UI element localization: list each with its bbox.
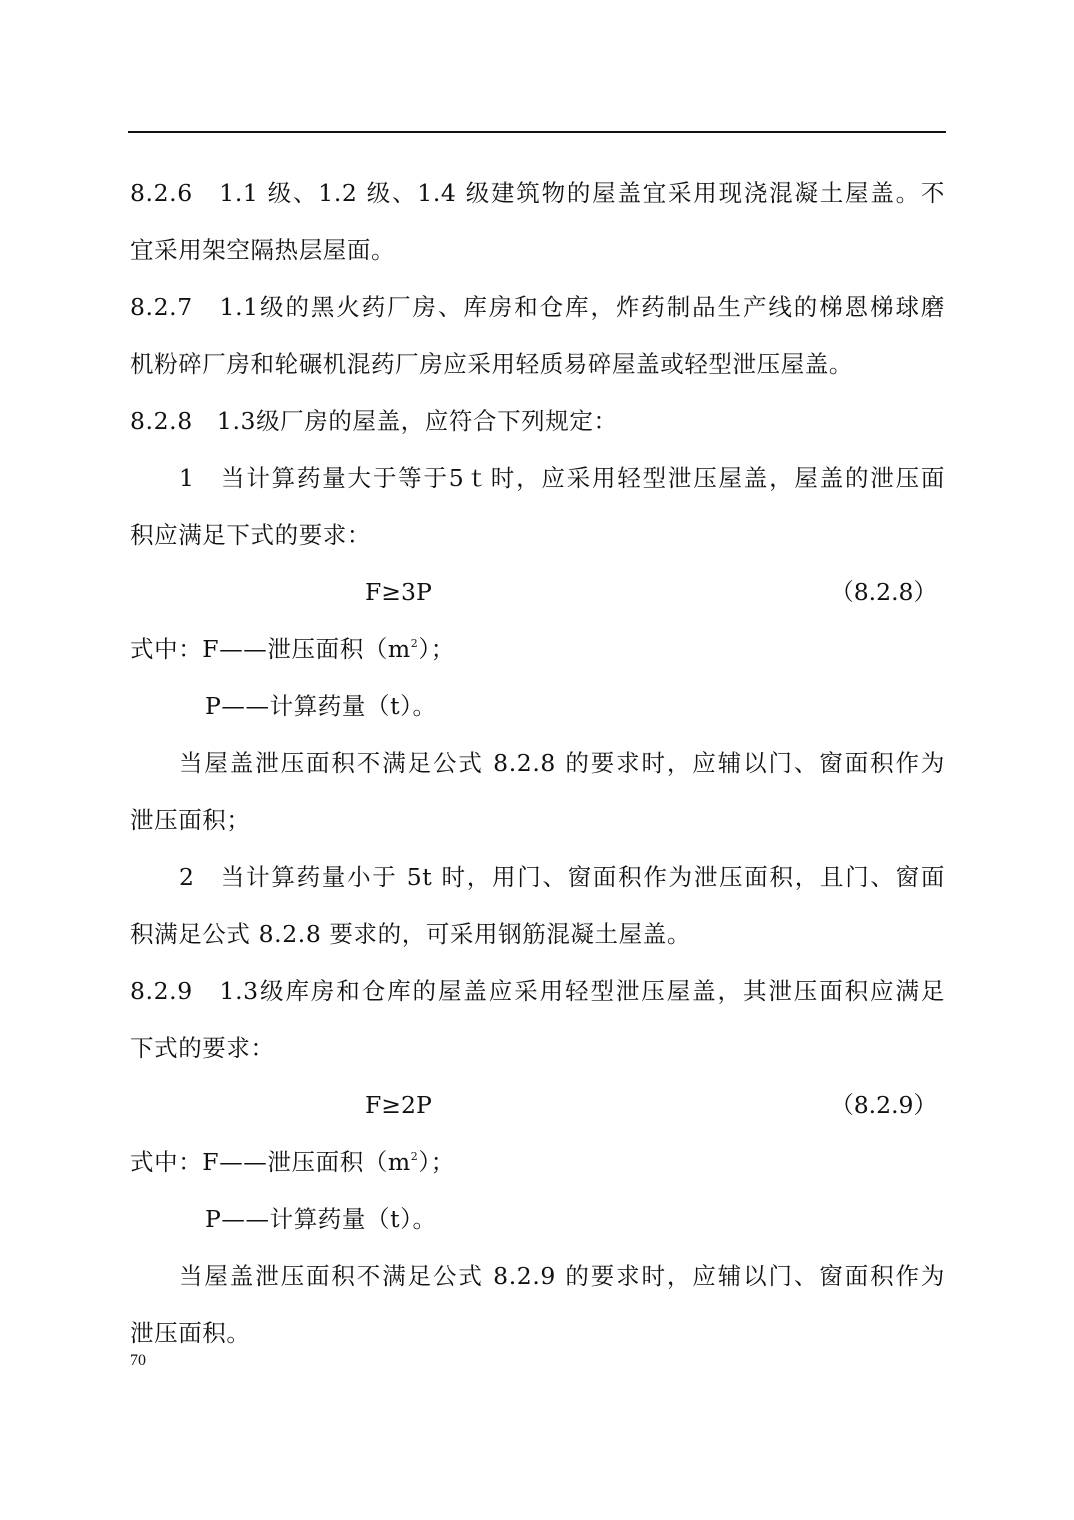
- clause-8-2-9-note-line-2: 泄压面积。: [130, 1319, 251, 1347]
- superscript: 2: [410, 637, 419, 650]
- formula-8-2-9: [130, 1077, 945, 1134]
- clause-8-2-9-line-1: 8.2.9 1.3级库房和仓库的屋盖应采用轻型泄压屋盖，其泄压面积应满足: [130, 977, 945, 1005]
- superscript: 2: [410, 1150, 419, 1163]
- clause-8-2-7-line-1: 8.2.7 1.1级的黑火药厂房、库房和仓库，炸药制品生产线的梯恩梯球磨: [130, 293, 945, 321]
- where-prefix: 式中：F——泄压面积（m: [130, 635, 411, 663]
- clause-8-2-8-item-1-line-2: 积应满足下式的要求：: [130, 521, 371, 549]
- formula-8-2-9-where-p: P——计算药量（t）。: [205, 1205, 437, 1233]
- clause-8-2-8-item-2-line-1: 2 当计算药量小于 5t 时，用门、窗面积作为泄压面积，且门、窗面: [179, 863, 945, 891]
- formula-number: （8.2.8）: [830, 578, 937, 606]
- clause-8-2-9-line-2: 下式的要求：: [130, 1034, 275, 1062]
- where-suffix: ）；: [418, 1148, 455, 1176]
- formula-8-2-8: [130, 564, 945, 621]
- formula-8-2-9-where-f: [130, 1134, 945, 1191]
- clause-8-2-9-note-line-1: 当屋盖泄压面积不满足公式 8.2.9 的要求时，应辅以门、窗面积作为: [179, 1262, 945, 1290]
- formula-8-2-8-where-p: P——计算药量（t）。: [205, 692, 437, 720]
- formula-expression: F≥3P: [365, 578, 432, 606]
- clause-8-2-7-line-2: 机粉碎厂房和轮碾机混药厂房应采用轻质易碎屋盖或轻型泄压屋盖。: [130, 350, 853, 378]
- page-body: [130, 165, 945, 1362]
- page-number: 70: [130, 1352, 146, 1369]
- clause-8-2-8-item-2-line-2: 积满足公式 8.2.8 要求的，可采用钢筋混凝土屋盖。: [130, 920, 691, 948]
- formula-8-2-8-where-f: [130, 621, 945, 678]
- clause-8-2-8-item-1-line-1: 1 当计算药量大于等于5ｔ时，应采用轻型泄压屋盖，屋盖的泄压面: [179, 464, 945, 492]
- clause-8-2-8-heading: 8.2.8 1.3级厂房的屋盖，应符合下列规定：: [130, 407, 618, 435]
- clause-8-2-6-line-2: 宜采用架空隔热层屋面。: [130, 236, 396, 264]
- clause-8-2-6-line-1: 8.2.6 1.1 级、1.2 级、1.4 级建筑物的屋盖宜采用现浇混凝土屋盖。不: [130, 179, 945, 207]
- formula-number: （8.2.9）: [830, 1091, 937, 1119]
- formula-expression: F≥2P: [365, 1091, 432, 1119]
- header-rule: [128, 131, 946, 133]
- clause-8-2-8-note-line-2: 泄压面积；: [130, 806, 251, 834]
- where-prefix: 式中：F——泄压面积（m: [130, 1148, 411, 1176]
- clause-8-2-8-note-line-1: 当屋盖泄压面积不满足公式 8.2.8 的要求时，应辅以门、窗面积作为: [179, 749, 945, 777]
- where-suffix: ）；: [418, 635, 455, 663]
